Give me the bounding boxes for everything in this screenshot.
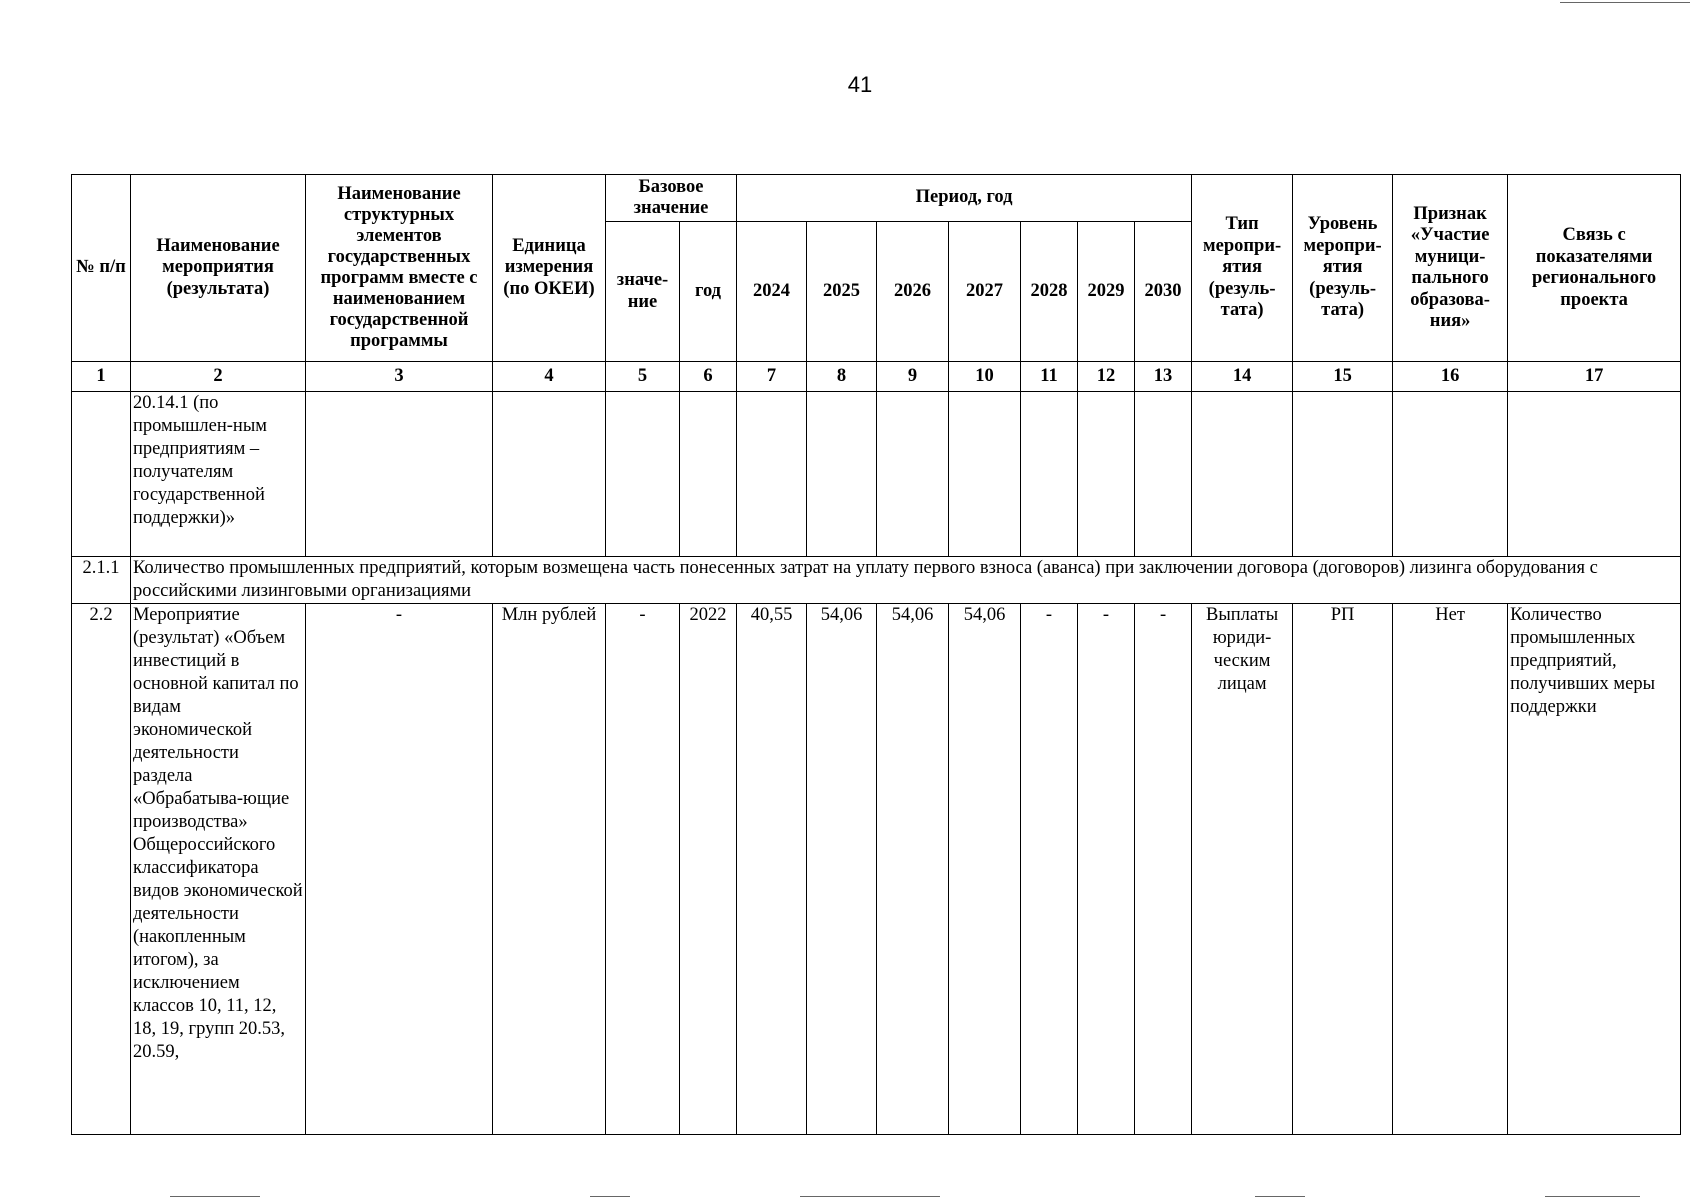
scan-artifact-line [1545,1196,1640,1197]
table-row [72,604,1681,1135]
base-year-cell: 2022 [680,604,737,1135]
value-2030-cell: - [1135,604,1192,1135]
structural-elements-cell: - [306,604,493,1135]
unit-cell: Млн рублей [493,604,606,1135]
header-unit: Единица измерения (по ОКЕИ) [493,175,606,362]
value-2027-cell: 54,06 [949,604,1021,1135]
column-number: 14 [1192,362,1293,392]
column-number: 10 [949,362,1021,392]
empty-cell [306,392,493,557]
column-number: 12 [1078,362,1135,392]
measure-name-cell: Мероприятие (результат) «Объем инвестиций в основной капитал по видам экономической деятельности раздела «Обрабатыва-ющие производства» Общероссийского классификатора видов экономической деятельности (накопленным итогом), за исключением классов 10, 11, 12, 18, 19, групп 20.53, 20.59, [131,604,306,1135]
column-number: 13 [1135,362,1192,392]
header-municipal-participation: Признак «Участие муници-пального образова-ния» [1393,175,1508,362]
empty-cell [1192,392,1293,557]
table-row [72,557,1681,604]
empty-cell [807,392,877,557]
column-number: 4 [493,362,606,392]
column-number: 11 [1021,362,1078,392]
column-number: 7 [737,362,807,392]
row-num-cell: 2.1.1 [72,557,131,604]
header-measure-type: Тип меропри-ятия (резуль-тата) [1192,175,1293,362]
empty-cell [493,392,606,557]
header-year-2028: 2028 [1021,222,1078,362]
empty-cell [1135,392,1192,557]
measure-level-cell: РП [1293,604,1393,1135]
municipal-participation-cell: Нет [1393,604,1508,1135]
column-number: 17 [1508,362,1681,392]
measures-table [71,174,1681,1135]
header-year-2029: 2029 [1078,222,1135,362]
empty-cell [1021,392,1078,557]
scan-artifact-line [590,1196,630,1197]
header-base-value-group: Базовое значение [606,175,737,222]
empty-cell [877,392,949,557]
column-number: 1 [72,362,131,392]
empty-cell [1293,392,1393,557]
column-number: 15 [1293,362,1393,392]
header-year-2026: 2026 [877,222,949,362]
measure-type-cell: Выплаты юриди-ческим лицам [1192,604,1293,1135]
empty-cell [1078,392,1135,557]
column-number: 9 [877,362,949,392]
column-number: 3 [306,362,493,392]
column-number: 8 [807,362,877,392]
header-year-2030: 2030 [1135,222,1192,362]
column-number: 5 [606,362,680,392]
value-2026-cell: 54,06 [877,604,949,1135]
empty-cell [606,392,680,557]
page-number: 41 [847,72,873,97]
table-row [72,392,1681,557]
row-num-cell: 2.2 [72,604,131,1135]
header-structural-elements: Наименование структурных элементов государственных программ вместе с наименованием государственной программы [306,175,493,362]
header-year-2025: 2025 [807,222,877,362]
header-year-2027: 2027 [949,222,1021,362]
header-base-value: значе-ние [606,222,680,362]
scan-artifact-line [800,1196,940,1197]
empty-cell [949,392,1021,557]
header-measure-name: Наименование мероприятия (результата) [131,175,306,362]
scan-artifact-line [170,1196,260,1197]
empty-cell [1393,392,1508,557]
header-measure-level: Уровень меропри-ятия (резуль-тата) [1293,175,1393,362]
column-number: 2 [131,362,306,392]
column-number-row [72,362,1681,392]
regional-project-link-cell: Количество промышленных предприятий, получивших меры поддержки [1508,604,1681,1135]
empty-cell [1508,392,1681,557]
base-value-cell: - [606,604,680,1135]
header-period-group: Период, год [737,175,1192,222]
header-year-2024: 2024 [737,222,807,362]
scan-artifact-line [1255,1196,1305,1197]
header-regional-project-link: Связь с показателями регионального проекта [1508,175,1681,362]
header-base-year: год [680,222,737,362]
column-number: 16 [1393,362,1508,392]
indicator-text-cell: Количество промышленных предприятий, которым возмещена часть понесенных затрат на уплату первого взноса (аванса) при заключении договора (договоров) лизинга оборудования с российскими лизинговыми организациями [131,557,1681,604]
value-2024-cell: 40,55 [737,604,807,1135]
row-num-cell [72,392,131,557]
value-2028-cell: - [1021,604,1078,1135]
header-num: № п/п [72,175,131,362]
scan-artifact-line [1560,2,1690,3]
measure-name-cell: 20.14.1 (по промышлен-ным предприятиям – получателям государственной поддержки)» [131,392,306,557]
empty-cell [737,392,807,557]
empty-cell [680,392,737,557]
header-row-1 [72,175,1681,222]
value-2025-cell: 54,06 [807,604,877,1135]
value-2029-cell: - [1078,604,1135,1135]
column-number: 6 [680,362,737,392]
